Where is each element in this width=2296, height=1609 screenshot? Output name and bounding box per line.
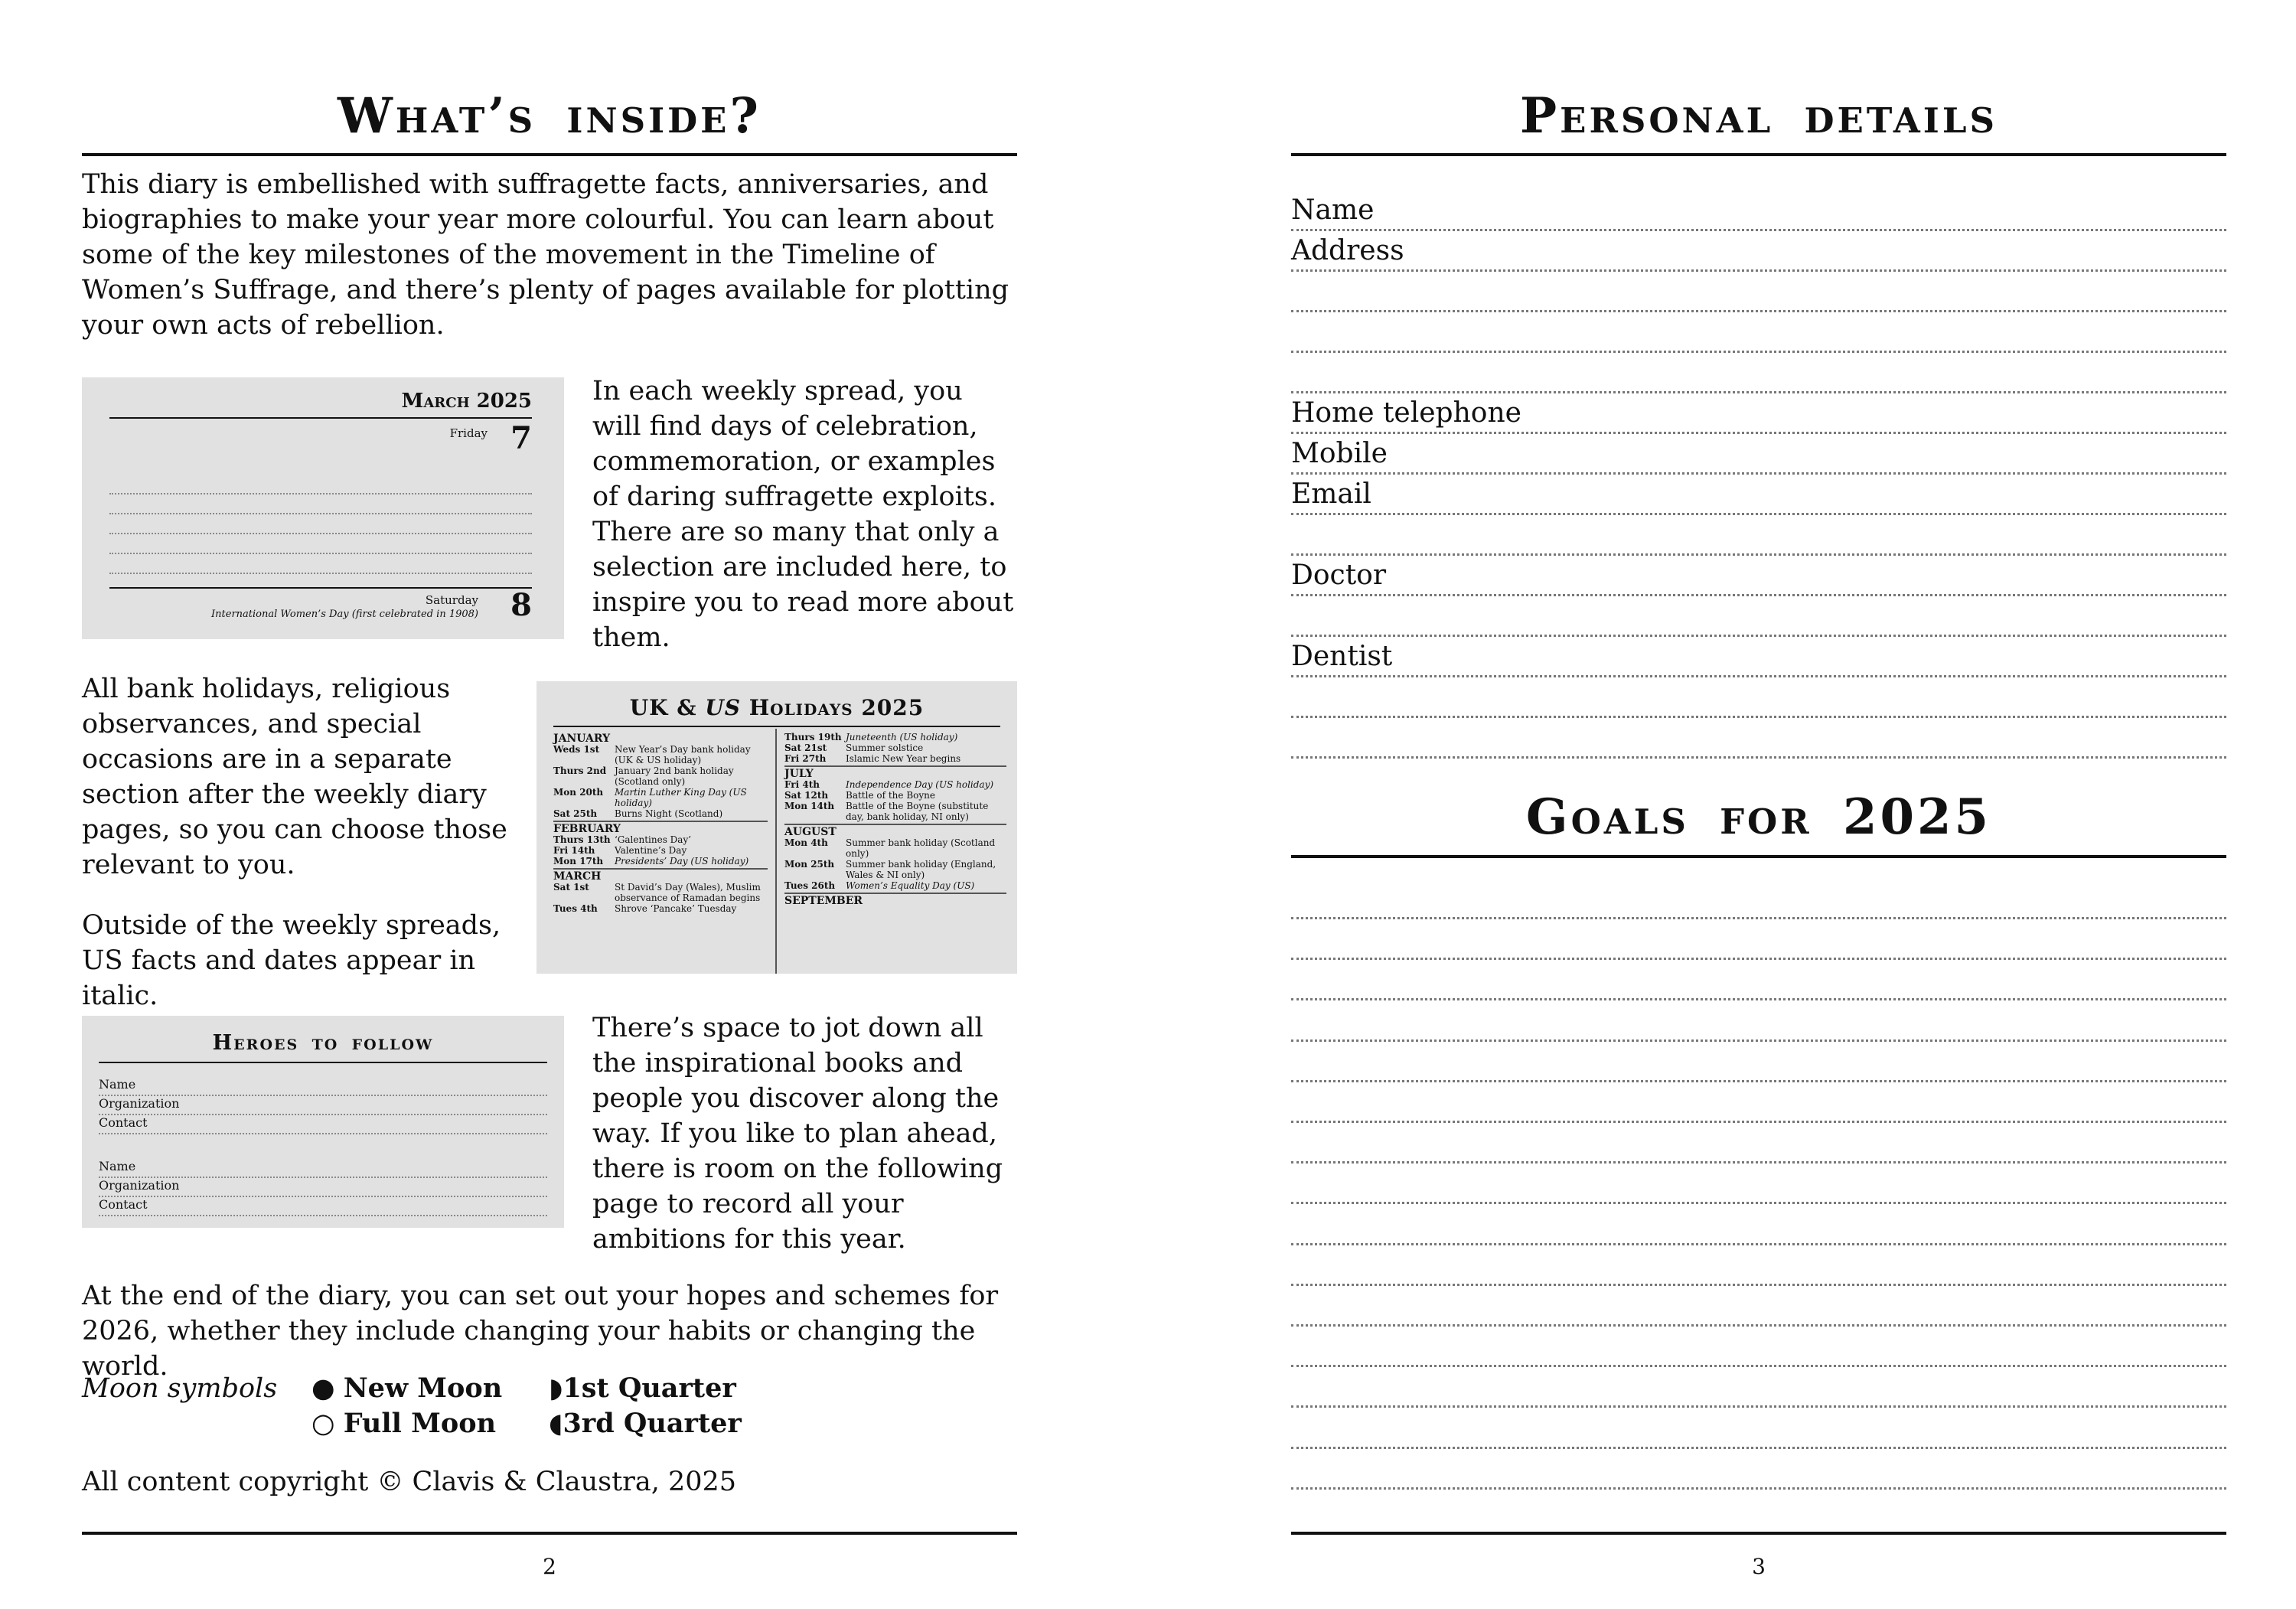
field-continuation[interactable] bbox=[1291, 269, 2226, 312]
holiday-row bbox=[784, 790, 1006, 801]
holiday-text: January 2nd bank holiday (Scotland only) bbox=[615, 765, 734, 787]
moon-label: Moon symbols bbox=[82, 1373, 278, 1404]
moon-full: ○ Full Moon bbox=[311, 1408, 497, 1439]
title-rule bbox=[82, 153, 1017, 156]
goals-title: Goals for 2025 bbox=[1525, 788, 1992, 846]
field-continuation[interactable] bbox=[1291, 351, 2226, 393]
holiday-month: MARCH bbox=[553, 870, 602, 883]
footer-rule bbox=[82, 1532, 1017, 1535]
field-continuation[interactable] bbox=[1291, 310, 2226, 353]
field-label: Email bbox=[1291, 478, 1371, 510]
right-page bbox=[1291, 0, 2226, 1609]
moon-new: ● New Moon bbox=[311, 1372, 503, 1404]
field-label: Mobile bbox=[1291, 438, 1388, 469]
end-paragraph: At the end of the diary, you can set out your hopes and schemes for 2026, whether they include changing your habits or changing the world. bbox=[82, 1281, 999, 1382]
footer-rule bbox=[1291, 1532, 2226, 1535]
holiday-date: Fri 14th bbox=[553, 845, 595, 856]
holiday-text: Juneteenth (US holiday) bbox=[846, 732, 958, 742]
field-label: Doctor bbox=[1291, 560, 1387, 591]
holiday-date: Fri 4th bbox=[784, 779, 820, 790]
sample-month: March 2025 bbox=[401, 390, 532, 413]
holiday-month: SEPTEMBER bbox=[784, 895, 863, 907]
holiday-row bbox=[784, 801, 1006, 822]
sample-num1: 7 bbox=[510, 420, 532, 456]
hero-field[interactable]: Contact bbox=[99, 1197, 547, 1216]
copyright: All content copyright © Clavis & Claustra, 2025 bbox=[82, 1467, 737, 1497]
holiday-date: Mon 20th bbox=[553, 787, 604, 798]
holiday-text: Valentine’s Day bbox=[615, 845, 687, 856]
hero-field[interactable]: Contact bbox=[99, 1115, 547, 1134]
field-doctor[interactable] bbox=[1291, 553, 2226, 596]
holiday-date: Thurs 2nd bbox=[553, 765, 607, 776]
heroes-fields bbox=[99, 1077, 547, 1216]
holiday-row bbox=[784, 753, 1006, 764]
field-label: Dentist bbox=[1291, 641, 1393, 672]
page-number: 2 bbox=[543, 1554, 556, 1579]
field-email[interactable] bbox=[1291, 472, 2226, 515]
holiday-date: Thurs 13th bbox=[553, 834, 611, 845]
goal-line[interactable] bbox=[1291, 1080, 2226, 1082]
sample-num2: 8 bbox=[510, 587, 532, 623]
holiday-month: AUGUST bbox=[784, 826, 837, 838]
holiday-text: Islamic New Year begins bbox=[846, 753, 961, 764]
holiday-text: New Year’s Day bank holiday (UK & US holiday) bbox=[615, 744, 751, 765]
holiday-date: Tues 4th bbox=[553, 903, 598, 914]
goal-line[interactable] bbox=[1291, 1243, 2226, 1245]
goal-line[interactable] bbox=[1291, 1161, 2226, 1164]
goal-line[interactable] bbox=[1291, 1405, 2226, 1408]
full-moon-icon: ○ bbox=[311, 1408, 335, 1439]
sample-week-image bbox=[82, 377, 564, 639]
sample-heroes-title: Heroes to follow bbox=[212, 1031, 434, 1055]
holiday-row bbox=[553, 744, 768, 765]
moon-third: ◖3rd Quarter bbox=[549, 1408, 742, 1439]
holiday-text: Summer bank holiday (Scotland only) bbox=[846, 837, 996, 859]
holiday-text: Battle of the Boyne (substitute day, bank holiday, NI only) bbox=[846, 801, 989, 822]
title-rule bbox=[1291, 153, 2226, 156]
goal-line[interactable] bbox=[1291, 1202, 2226, 1204]
sample-day1: Friday bbox=[449, 426, 488, 440]
holiday-month: JULY bbox=[784, 768, 814, 780]
holiday-date: Fri 27th bbox=[784, 753, 827, 764]
holiday-date: Tues 26th bbox=[784, 880, 836, 891]
holiday-text: St David’s Day (Wales), Muslim observance of Ramadan begins bbox=[615, 882, 761, 903]
goal-line[interactable] bbox=[1291, 1121, 2226, 1123]
holiday-date: Sat 21st bbox=[784, 742, 827, 753]
sample-holidays-title: UK & US Holidays 2025 bbox=[629, 695, 925, 720]
intro-paragraph: This diary is embellished with suffragette facts, anniversaries, and biographies to make your year more colourful. You can learn about some of the key milestones of the movement in the Timeline of Women’s Suffrage, and there’s plenty of pages available for plotting your own acts of rebellion. bbox=[82, 169, 1009, 341]
field-address[interactable] bbox=[1291, 229, 2226, 272]
sample-heroes-image bbox=[82, 1016, 564, 1228]
first-quarter-icon: ◗ bbox=[549, 1373, 563, 1404]
field-mobile[interactable] bbox=[1291, 432, 2226, 475]
holiday-date: Thurs 19th bbox=[784, 732, 842, 742]
field-continuation[interactable] bbox=[1291, 513, 2226, 556]
holiday-month: FEBRUARY bbox=[553, 823, 621, 835]
page-title: Personal details bbox=[1520, 87, 1998, 145]
holiday-text: Women’s Equality Day (US) bbox=[846, 880, 975, 891]
third-quarter-icon: ◖ bbox=[549, 1408, 563, 1439]
holiday-text: ‘Galentines Day’ bbox=[615, 834, 692, 845]
field-continuation[interactable] bbox=[1291, 594, 2226, 637]
hero-field[interactable]: Organization bbox=[99, 1096, 547, 1115]
holiday-row bbox=[553, 882, 768, 903]
holiday-text: Summer bank holiday (England, Wales & NI only) bbox=[846, 859, 996, 880]
hero-field[interactable]: Name bbox=[99, 1159, 547, 1178]
goals-rule bbox=[1291, 855, 2226, 858]
holiday-row bbox=[784, 837, 1006, 859]
holiday-text: Presidents’ Day (US holiday) bbox=[615, 856, 749, 867]
holiday-date: Mon 25th bbox=[784, 859, 835, 870]
holiday-date: Sat 12th bbox=[784, 790, 829, 801]
sample-note2: International Women’s Day (first celebrated in 1908) bbox=[211, 609, 478, 620]
goal-line[interactable] bbox=[1291, 1039, 2226, 1042]
hero-field[interactable]: Name bbox=[99, 1077, 547, 1096]
holiday-row bbox=[553, 787, 768, 808]
holiday-date: Weds 1st bbox=[553, 744, 600, 755]
holiday-row bbox=[553, 808, 768, 819]
field-continuation[interactable] bbox=[1291, 675, 2226, 718]
holiday-date: Mon 4th bbox=[784, 837, 828, 848]
holiday-row bbox=[553, 834, 768, 845]
holiday-row bbox=[553, 856, 768, 867]
field-label: Address bbox=[1291, 235, 1404, 266]
holiday-row bbox=[784, 859, 1006, 880]
goal-line[interactable] bbox=[1291, 958, 2226, 960]
holiday-text: Burns Night (Scotland) bbox=[615, 808, 723, 819]
page-number: 3 bbox=[1752, 1554, 1766, 1579]
goal-line[interactable] bbox=[1291, 917, 2226, 919]
holiday-text: Battle of the Boyne bbox=[846, 790, 935, 801]
sample-holidays-image bbox=[536, 681, 1017, 974]
goal-line[interactable] bbox=[1291, 1447, 2226, 1449]
moon-first: ◗1st Quarter bbox=[549, 1372, 736, 1404]
holiday-date: Sat 25th bbox=[553, 808, 598, 819]
goal-line[interactable] bbox=[1291, 1487, 2226, 1490]
holiday-text: Shrove ‘Pancake’ Tuesday bbox=[615, 903, 737, 914]
goal-line[interactable] bbox=[1291, 1324, 2226, 1327]
us-paragraph: Outside of the weekly spreads, US facts and dates appear in italic. bbox=[82, 910, 501, 1011]
holiday-row bbox=[784, 742, 1006, 753]
holiday-row bbox=[553, 903, 768, 914]
goal-line[interactable] bbox=[1291, 1284, 2226, 1286]
sample-day2: Saturday bbox=[425, 593, 478, 607]
page-title: What’s inside? bbox=[338, 87, 762, 145]
goal-line[interactable] bbox=[1291, 998, 2226, 1000]
holiday-text: Martin Luther King Day (US holiday) bbox=[615, 787, 747, 808]
field-label: Name bbox=[1291, 194, 1375, 226]
holidays-paragraph: All bank holidays, religious observances, and special occasions are in a separate section after the weekly diary pages, so you can choose those relevant to you. bbox=[82, 674, 507, 880]
field-dentist[interactable] bbox=[1291, 635, 2226, 677]
holidays-column-1 bbox=[553, 732, 768, 914]
holiday-text: Summer solstice bbox=[846, 742, 924, 753]
holiday-month: JANUARY bbox=[553, 733, 611, 745]
heroes-paragraph: There’s space to jot down all the inspirational books and people you discover along the way. If you like to plan ahead, there is room on the following page to record all your ambitions for this year. bbox=[592, 1013, 1003, 1255]
holiday-row bbox=[784, 779, 1006, 790]
holiday-row bbox=[784, 732, 1006, 742]
field-label: Home telephone bbox=[1291, 397, 1521, 429]
hero-field[interactable]: Organization bbox=[99, 1178, 547, 1197]
holiday-date: Sat 1st bbox=[553, 882, 589, 893]
holiday-row bbox=[553, 765, 768, 787]
left-page bbox=[82, 0, 1017, 1609]
holidays-column-2 bbox=[784, 732, 1006, 906]
field-name[interactable] bbox=[1291, 188, 2226, 231]
holiday-row bbox=[784, 880, 1006, 891]
goal-line[interactable] bbox=[1291, 1365, 2226, 1367]
field-continuation[interactable] bbox=[1291, 716, 2226, 759]
field-home-telephone[interactable] bbox=[1291, 391, 2226, 434]
new-moon-icon: ● bbox=[311, 1373, 335, 1404]
holiday-row bbox=[553, 845, 768, 856]
holiday-text: Independence Day (US holiday) bbox=[846, 779, 994, 790]
holiday-date: Mon 14th bbox=[784, 801, 835, 811]
weekly-paragraph: In each weekly spread, you will find days of celebration, commemoration, or examples of daring suffragette exploits. There are so many that only a selection are included here, to inspire you to read more about them. bbox=[592, 376, 1014, 653]
holiday-date: Mon 17th bbox=[553, 856, 604, 867]
